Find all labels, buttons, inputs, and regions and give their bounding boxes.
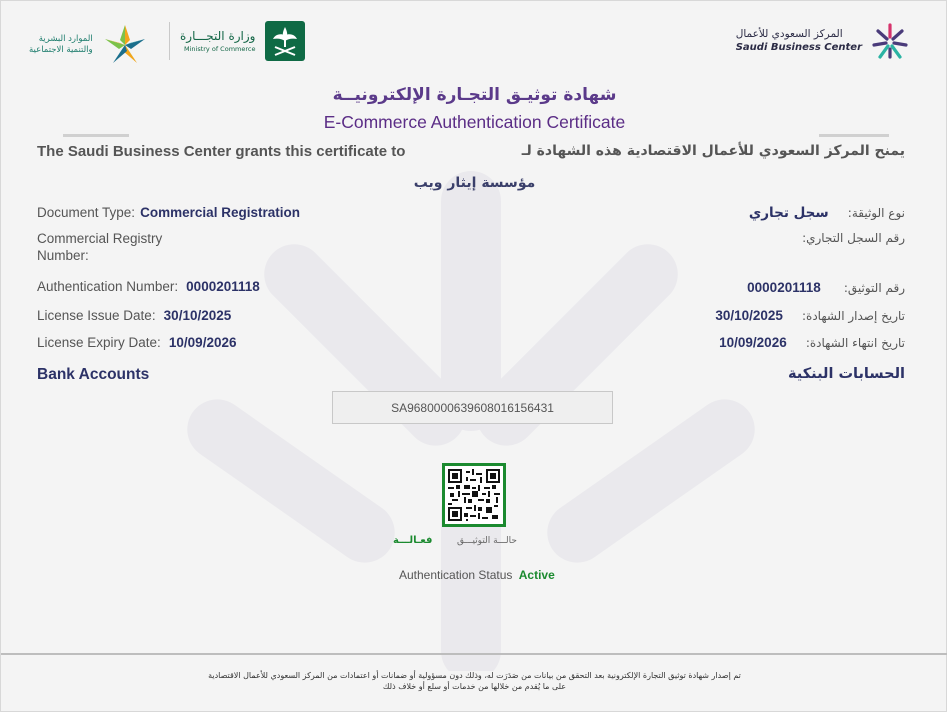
grant-statement-en: The Saudi Business Center grants this certificate to: [37, 143, 406, 160]
document-type-value-en: Commercial Registration: [140, 205, 300, 220]
sbc-star-icon: [870, 21, 910, 61]
auth-number-en: [37, 276, 260, 295]
sbc-logo-text-en: Saudi Business Center: [735, 42, 862, 53]
title-divider-left: [63, 134, 129, 137]
status-badge: Active: [518, 568, 555, 582]
document-type-label-ar: نوع الوثيقة:: [847, 206, 905, 220]
issue-date-en: [37, 305, 231, 324]
expiry-date-en: [37, 332, 236, 351]
qr-code[interactable]: [442, 463, 506, 527]
certificate-title-en: E-Commerce Authentication Certificate: [323, 112, 626, 132]
moc-logo-divider: [169, 22, 170, 60]
document-type-en: [37, 202, 300, 221]
auth-number-label-en: Authentication Number:: [37, 279, 179, 294]
expiry-date-value-en: 10/09/2026: [168, 335, 237, 350]
status-value-ar: فعـالـــة: [393, 535, 433, 546]
expiry-date-ar: [719, 332, 905, 351]
cr-number-label-en-line2: Number:: [37, 248, 89, 263]
certificate-title-ar: شهادة توثيـق التجـارة الإلكترونيــة: [332, 85, 617, 105]
footer-disclaimer: تم إصدار شهادة توثيق التجارة الإلكترونية بعد التحقق من بيانات من صَدَرَت له، وذلك دون مسؤولية أو ضمانات أو اعتمادات من المركز السعودي للأعمال الاقتصادية على ما يُقدم من خلالها من خدمات أو سلع أو خلاف ذلك: [208, 671, 741, 691]
cr-number-label-ar: رقم السجل التجاري:: [802, 231, 905, 245]
expiry-date-label-en: License Expiry Date:: [37, 335, 161, 350]
title-divider-right: [819, 134, 889, 137]
moc-logo-text-ar: وزارة التجـــارة: [180, 28, 256, 43]
expiry-date-value-ar: 10/09/2026: [719, 335, 787, 350]
issue-date-ar: [715, 305, 905, 324]
issue-date-label-en: License Issue Date:: [37, 308, 156, 323]
hrsd-logo-text-line1: الموارد البشرية: [38, 34, 93, 44]
cr-number-label-en: [37, 230, 162, 264]
expiry-date-label-ar: تاريخ انتهاء الشهادة:: [805, 336, 905, 350]
status-en: [399, 568, 555, 582]
footer-divider: [1, 653, 947, 655]
hrsd-logo-text-line2: والتنمية الاجتماعية: [29, 45, 93, 55]
status-label-en: Authentication Status: [399, 568, 513, 582]
issue-date-value-en: 30/10/2025: [163, 308, 232, 323]
auth-number-label-ar: رقم التوثيق:: [843, 281, 905, 295]
sbc-logo-text-ar: المركز السعودي للأعمال: [735, 28, 843, 40]
moc-logo-text: [180, 29, 255, 54]
saudi-emblem-icon: [265, 21, 305, 61]
hrsd-logo: [29, 23, 151, 67]
iban-value: SA9680000639608016156431: [391, 400, 554, 415]
bank-accounts-title-ar: الحسابات البنكية: [788, 366, 905, 382]
moc-logo: [169, 21, 305, 61]
sbc-logo-text: [736, 27, 862, 55]
sbc-logo: [736, 21, 910, 61]
auth-number-value-ar: 0000201118: [747, 280, 821, 295]
issue-date-value-ar: 30/10/2025: [715, 308, 783, 323]
qr-code-icon: [448, 469, 500, 521]
issue-date-label-ar: تاريخ إصدار الشهادة:: [801, 309, 905, 323]
document-type-ar: [749, 202, 905, 221]
auth-number-ar: [747, 277, 905, 296]
document-type-value-ar: سجل تجاري: [748, 205, 829, 221]
hrsd-logo-text: [29, 34, 93, 56]
document-type-label-en: Document Type:: [37, 205, 136, 220]
entity-name: مؤسسة إيثار ويب: [413, 175, 536, 191]
status-ar: [393, 535, 523, 561]
hrsd-star-icon: [99, 23, 151, 67]
cr-number-label-en-line1: Commercial Registry: [37, 231, 163, 246]
iban-field: [332, 391, 613, 424]
bank-accounts-title-en: Bank Accounts: [37, 366, 150, 383]
auth-number-value-en: 0000201118: [186, 279, 260, 294]
grant-statement-ar: يمنح المركز السعودي للأعمال الاقتصادية هذه الشهادة لـ: [521, 143, 905, 159]
status-label-ar: حالـــة التوثيـــق: [457, 536, 517, 546]
moc-logo-text-en: Ministry of Commerce: [183, 44, 256, 53]
